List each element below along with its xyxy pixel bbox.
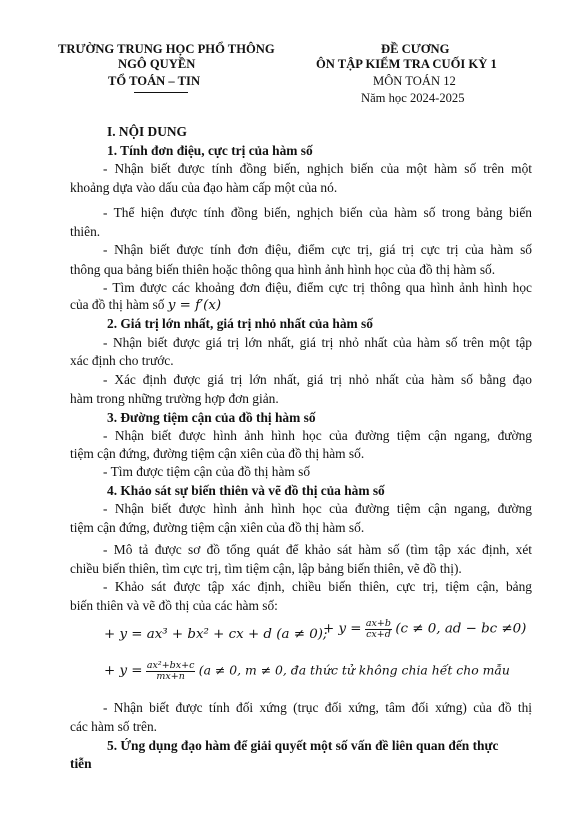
paragraph-6-line1: - Xác định được giá trị lớn nhất, giá trị nhỏ nhất của hàm số bằng đạo <box>103 372 532 387</box>
formula-rational-2-denominator: mx+n <box>156 671 185 682</box>
formula-rational-2-numerator: ax²+bx+c <box>146 660 195 671</box>
paragraph-3-line1: - Nhận biết được tính đơn điệu, điểm cực trị, giá trị cực trị của hàm số <box>103 242 532 257</box>
school-name-line1: TRƯỜNG TRUNG HỌC PHỔ THÔNG <box>58 42 275 56</box>
department-underline <box>134 92 188 93</box>
formula-rational-1-denominator: cx+d <box>366 629 391 640</box>
subject-label: MÔN TOÁN 12 <box>373 74 456 88</box>
paragraph-8: - Tìm được tiệm cận của đồ thị hàm số <box>103 464 311 479</box>
paragraph-11-line1: - Khảo sát được tập xác định, chiều biến thiên, cực trị, tiệm cận, bảng <box>103 579 532 594</box>
school-name-line2: NGÔ QUYỀN <box>118 57 196 71</box>
formula-rational-1-condition: (c ≠ 0, ad − bc ≠0) <box>395 621 527 637</box>
paragraph-7-line1: - Nhận biết được hình ảnh hình học của đường tiệm cận ngang, đường <box>103 428 532 443</box>
formula-rational-1-prefix: + y = <box>323 621 362 637</box>
paragraph-4-line2 <box>70 296 221 316</box>
department-name: TỔ TOÁN – TIN <box>108 74 201 88</box>
paragraph-10-line2: chiều biến thiên, tìm cực trị, tìm tiệm cận, lập bảng biến thiên, vẽ đồ thị). <box>70 561 462 576</box>
paragraph-1-line2: khoảng dựa vào dấu của đạo hàm cấp một của nó. <box>70 180 338 195</box>
paragraph-9-line2: tiệm cận đứng, đường tiệm cận xiên của đồ thị hàm số. <box>70 520 365 535</box>
paragraph-4-line1: - Tìm được các khoảng đơn điệu, điểm cực trị thông qua hình ảnh hình học <box>103 280 532 295</box>
derivative-formula: y = f′(x) <box>167 298 222 313</box>
paragraph-10-line1: - Mô tả được sơ đồ tổng quát để khảo sát hàm số (tìm tập xác định, xét <box>103 542 532 557</box>
paragraph-7-line2: tiệm cận đứng, đường tiệm cận xiên của đồ thị hàm số. <box>70 446 365 461</box>
paragraph-2-line1: - Thể hiện được tính đồng biến, nghịch biến của hàm số trong bảng biến <box>103 205 532 220</box>
formula-rational-2-prefix: + y = <box>104 663 143 679</box>
formula-rational-1-numerator: ax+b <box>365 618 391 629</box>
paragraph-12-line2: các hàm số trên. <box>70 719 157 734</box>
paragraph-9-line1: - Nhận biết được hình ảnh hình học của đường tiệm cận ngang, đường <box>103 501 532 516</box>
heading-3: 3. Đường tiệm cận của đồ thị hàm số <box>107 410 316 425</box>
formula-rational-2-condition: (a ≠ 0, m ≠ 0, đa thức tử không chia hết cho mẫu <box>198 662 510 678</box>
heading-5-line2: tiễn <box>70 756 92 771</box>
formula-rational-2-fraction <box>146 661 196 682</box>
paragraph-1-line1: - Nhận biết được tính đồng biến, nghịch biến của một hàm số trên một <box>103 161 532 176</box>
paragraph-6-line2: hàm trong những trường hợp đơn giản. <box>70 391 279 406</box>
section-heading: I. NỘI DUNG <box>107 124 187 139</box>
paragraph-5-line2: xác định cho trước. <box>70 353 174 368</box>
doc-title: ĐỀ CƯƠNG <box>381 42 450 56</box>
paragraph-4-text: của đồ thị hàm số <box>70 297 165 312</box>
paragraph-12-line1: - Nhận biết được tính đối xứng (trục đối xứng, tâm đối xứng) của đồ thị <box>103 700 532 715</box>
paragraph-2-line2: thiên. <box>70 224 101 239</box>
formula-rational-1-fraction <box>365 619 392 640</box>
paragraph-5-line1: - Nhận biết được giá trị lớn nhất, giá trị nhỏ nhất của hàm số trên một tập <box>103 335 532 350</box>
paragraph-11-line2: biến thiên và vẽ đồ thị của các hàm số: <box>70 598 278 613</box>
formula-cubic: + y = ax³ + bx² + cx + d (a ≠ 0); <box>104 627 328 642</box>
heading-5-line1: 5. Ứng dụng đạo hàm để giải quyết một số vấn đề liên quan đến thực <box>107 738 499 753</box>
formula-rational-2 <box>104 661 510 682</box>
heading-2: 2. Giá trị lớn nhất, giá trị nhỏ nhất của hàm số <box>107 316 373 331</box>
heading-1: 1. Tính đơn điệu, cực trị của hàm số <box>107 143 313 158</box>
school-year: Năm học 2024-2025 <box>361 91 465 105</box>
formula-rational-1 <box>323 619 526 640</box>
paragraph-3-line2: thông qua bảng biến thiên hoặc thông qua hình ảnh hình học của đồ thị hàm số. <box>70 262 496 277</box>
heading-4: 4. Khảo sát sự biến thiên và vẽ đồ thị của hàm số <box>107 483 385 498</box>
doc-subtitle: ÔN TẬP KIỂM TRA CUỐI KỲ 1 <box>316 57 497 71</box>
